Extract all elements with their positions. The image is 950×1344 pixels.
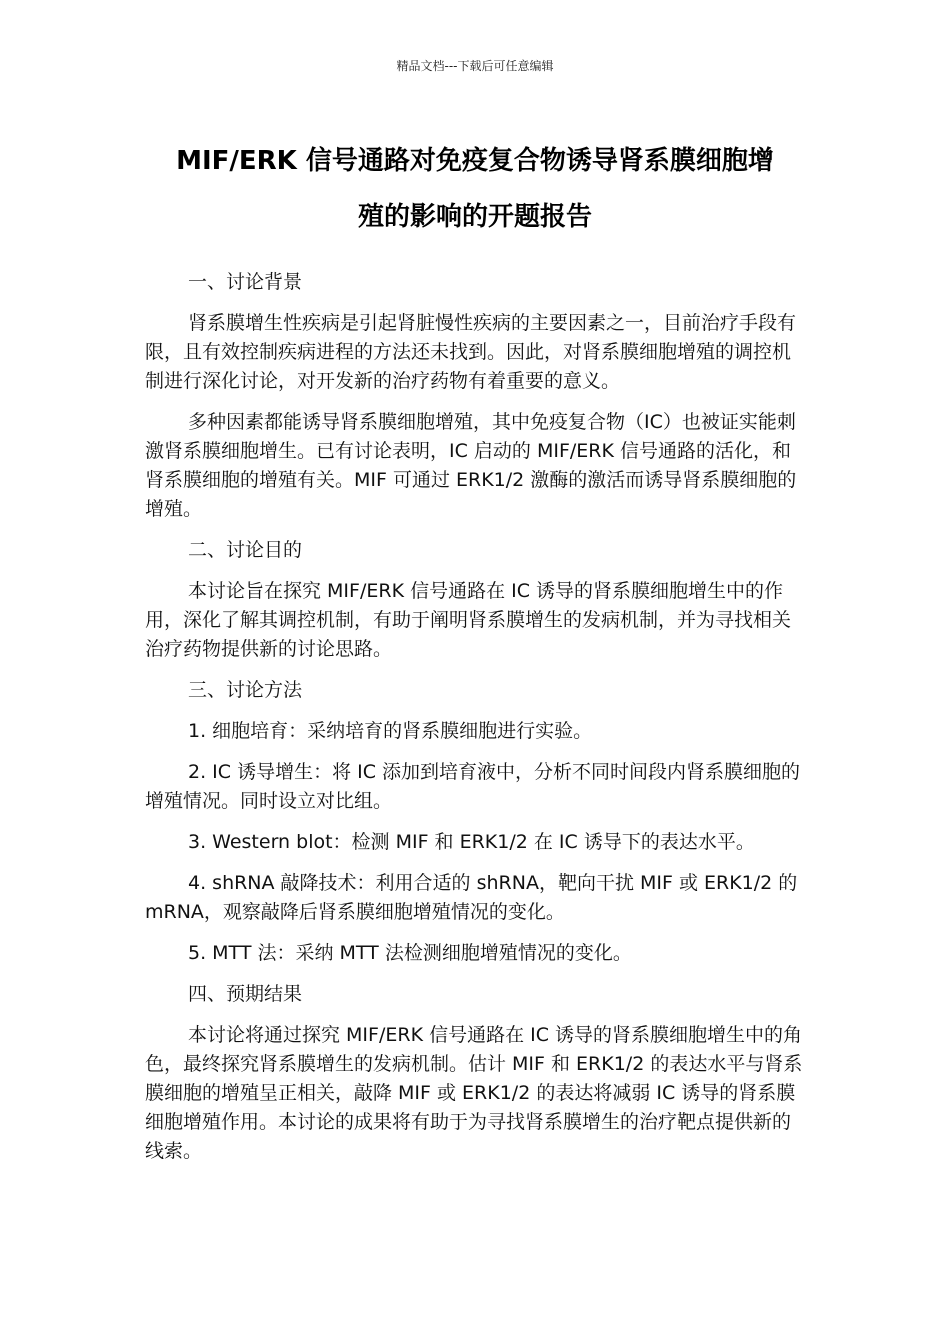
paragraph-background-2: 多种因素都能诱导肾系膜细胞增殖，其中免疫复合物（IC）也被证实能刺激肾系膜细胞增生。已有讨论表明，IC 启动的 MIF/ERK 信号通路的活化，和肾系膜细胞的增殖有关。MIF 可通过 ERK1/2 激酶的激活而诱导肾系膜细胞的增殖。: [145, 411, 797, 520]
method-item-4: 4. shRNA 敲降技术：利用合适的 shRNA，靶向干扰 MIF 或 ERK1/2 的 mRNA，观察敲降后肾系膜细胞增殖情况的变化。: [145, 872, 798, 923]
section-heading-methods: 三、讨论方法: [188, 679, 303, 701]
title-line-1: MIF/ERK 信号通路对免疫复合物诱导肾系膜细胞增: [176, 146, 774, 176]
document-title: [130, 133, 820, 245]
section-heading-background: 一、讨论背景: [188, 271, 303, 293]
document-body: [145, 268, 807, 1178]
method-item-2: 2. IC 诱导增生：将 IC 添加到培育液中，分析不同时间段内肾系膜细胞的增殖情况。同时设立对比组。: [145, 761, 801, 812]
title-line-2: 殖的影响的开题报告: [357, 202, 592, 232]
method-item-5: 5. MTT 法：采纳 MTT 法检测细胞增殖情况的变化。: [188, 942, 632, 964]
method-item-3: 3. Western blot：检测 MIF 和 ERK1/2 在 IC 诱导下的表达水平。: [188, 831, 755, 853]
section-heading-purpose: 二、讨论目的: [188, 539, 303, 561]
header-note: 精品文档---下载后可任意编辑: [396, 59, 554, 73]
method-item-1: 1. 细胞培育：采纳培育的肾系膜细胞进行实验。: [188, 720, 593, 742]
paragraph-expected-results: 本讨论将通过探究 MIF/ERK 信号通路在 IC 诱导的肾系膜细胞增生中的角色，最终探究肾系膜增生的发病机制。估计 MIF 和 ERK1/2 的表达水平与肾系膜细胞的增殖呈正相关，敲降 MIF 或 ERK1/2 的表达将减弱 IC 诱导的肾系膜细胞增殖作用。本讨论的成果将有助于为寻找肾系膜增生的治疗靶点提供新的线索。: [145, 1024, 803, 1162]
section-heading-expected-results: 四、预期结果: [188, 983, 303, 1005]
paragraph-purpose: 本讨论旨在探究 MIF/ERK 信号通路在 IC 诱导的肾系膜细胞增生中的作用，深化了解其调控机制，有助于阐明肾系膜增生的发病机制，并为寻找相关治疗药物提供新的讨论思路。: [145, 580, 792, 660]
paragraph-background-1: 肾系膜增生性疾病是引起肾脏慢性疾病的主要因素之一，目前治疗手段有限，且有效控制疾病进程的方法还未找到。因此，对肾系膜细胞增殖的调控机制进行深化讨论，对开发新的治疗药物有着重要的意义。: [145, 312, 797, 392]
